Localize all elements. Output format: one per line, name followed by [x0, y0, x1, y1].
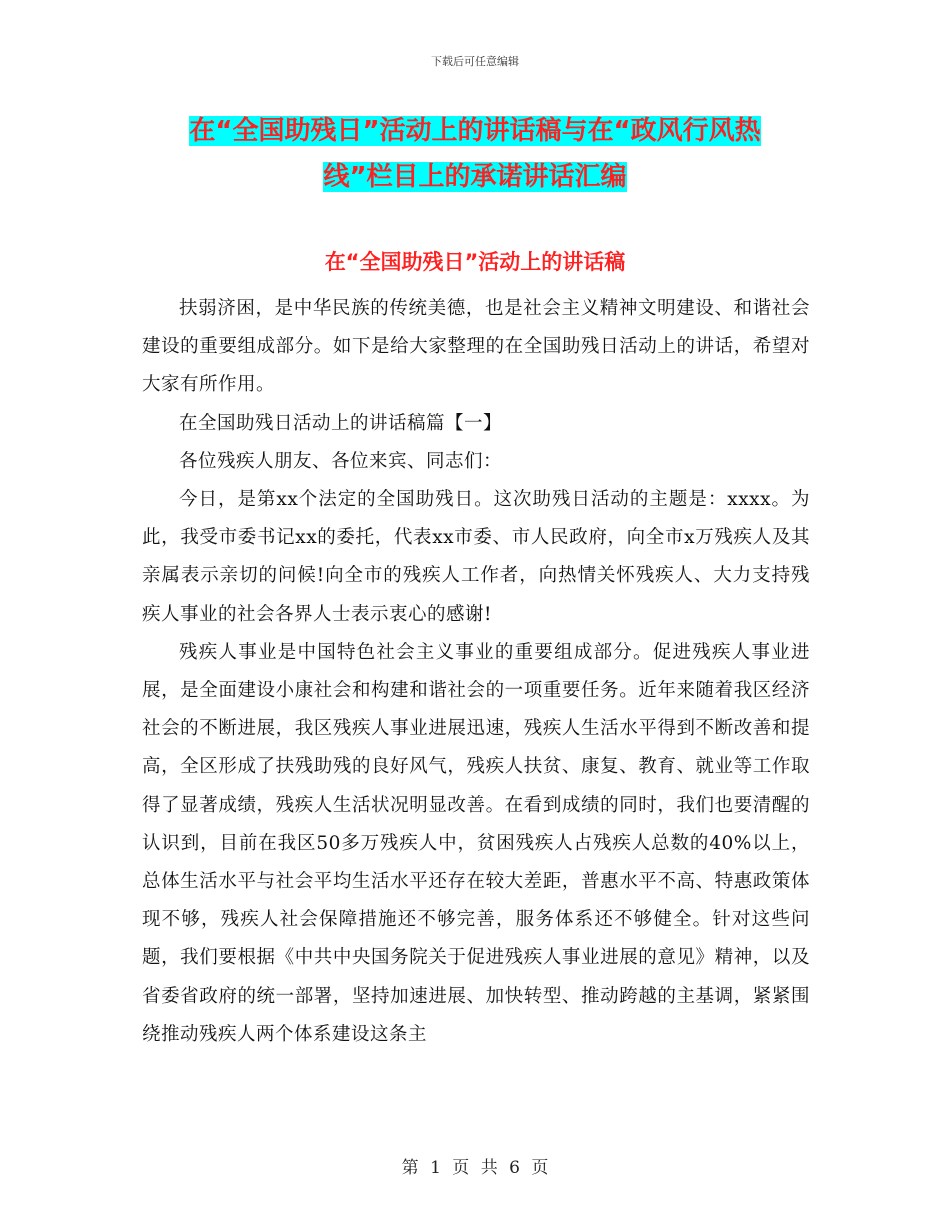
paragraph-subheading: 在全国助残日活动上的讲话稿篇【一】	[179, 412, 503, 434]
body-text	[142, 290, 810, 1054]
page-number-footer: 第 1 页 共 6 页	[401, 1158, 549, 1178]
document-title	[140, 108, 810, 200]
paragraph-greeting: 今日，是第xx个法定的全国助残日。这次助残日活动的主题是：xxxx。为此，我受市委书记xx的委托，代表xx市委、市人民政府，向全市x万残疾人及其亲属表示亲切的问候!向全市的残疾人工作者，向热情关怀残疾人、大力支持残疾人事业的社会各界人士表示衷心的感谢!	[142, 489, 810, 625]
paragraph-intro: 扶弱济困，是中华民族的传统美德，也是社会主义精神文明建设、和谐社会建设的重要组成部分。如下是给大家整理的在全国助残日活动上的讲话，希望对大家有所作用。	[142, 298, 810, 396]
paragraph-main: 残疾人事业是中国特色社会主义事业的重要组成部分。促进残疾人事业进展，是全面建设小康社会和构建和谐社会的一项重要任务。近年来随着我区经济社会的不断进展，我区残疾人事业进展迅速，残疾人生活水平得到不断改善和提高，全区形成了扶残助残的良好风气，残疾人扶贫、康复、教育、就业等工作取得了显著成绩，残疾人生活状况明显改善。在看到成绩的同时，我们也要清醒的认识到，目前在我区50多万残疾人中，贫困残疾人占残疾人总数的40%以上，总体生活水平与社会平均生活水平还存在较大差距，普惠水平不高、特惠政策体现不够，残疾人社会保障措施还不够完善，服务体系还不够健全。针对这些问题，我们要根据《中共中央国务院关于促进残疾人事业进展的意见》精神，以及省委省政府的统一部署，坚持加速进展、加快转型、推动跨越的主基调，紧紧围绕推动残疾人两个体系建设这条主	[142, 641, 810, 1045]
document-title-line-1: 在“全国助残日”活动上的讲话稿与在“政风行风热	[189, 116, 761, 146]
header-note: 下载后可任意编辑	[431, 55, 519, 68]
section-title: 在“全国助残日”活动上的讲话稿	[324, 250, 626, 274]
paragraph-salutation: 各位残疾人朋友、各位来宾、同志们：	[179, 450, 503, 472]
document-title-line-2: 线”栏目上的承诺讲话汇编	[323, 162, 627, 192]
